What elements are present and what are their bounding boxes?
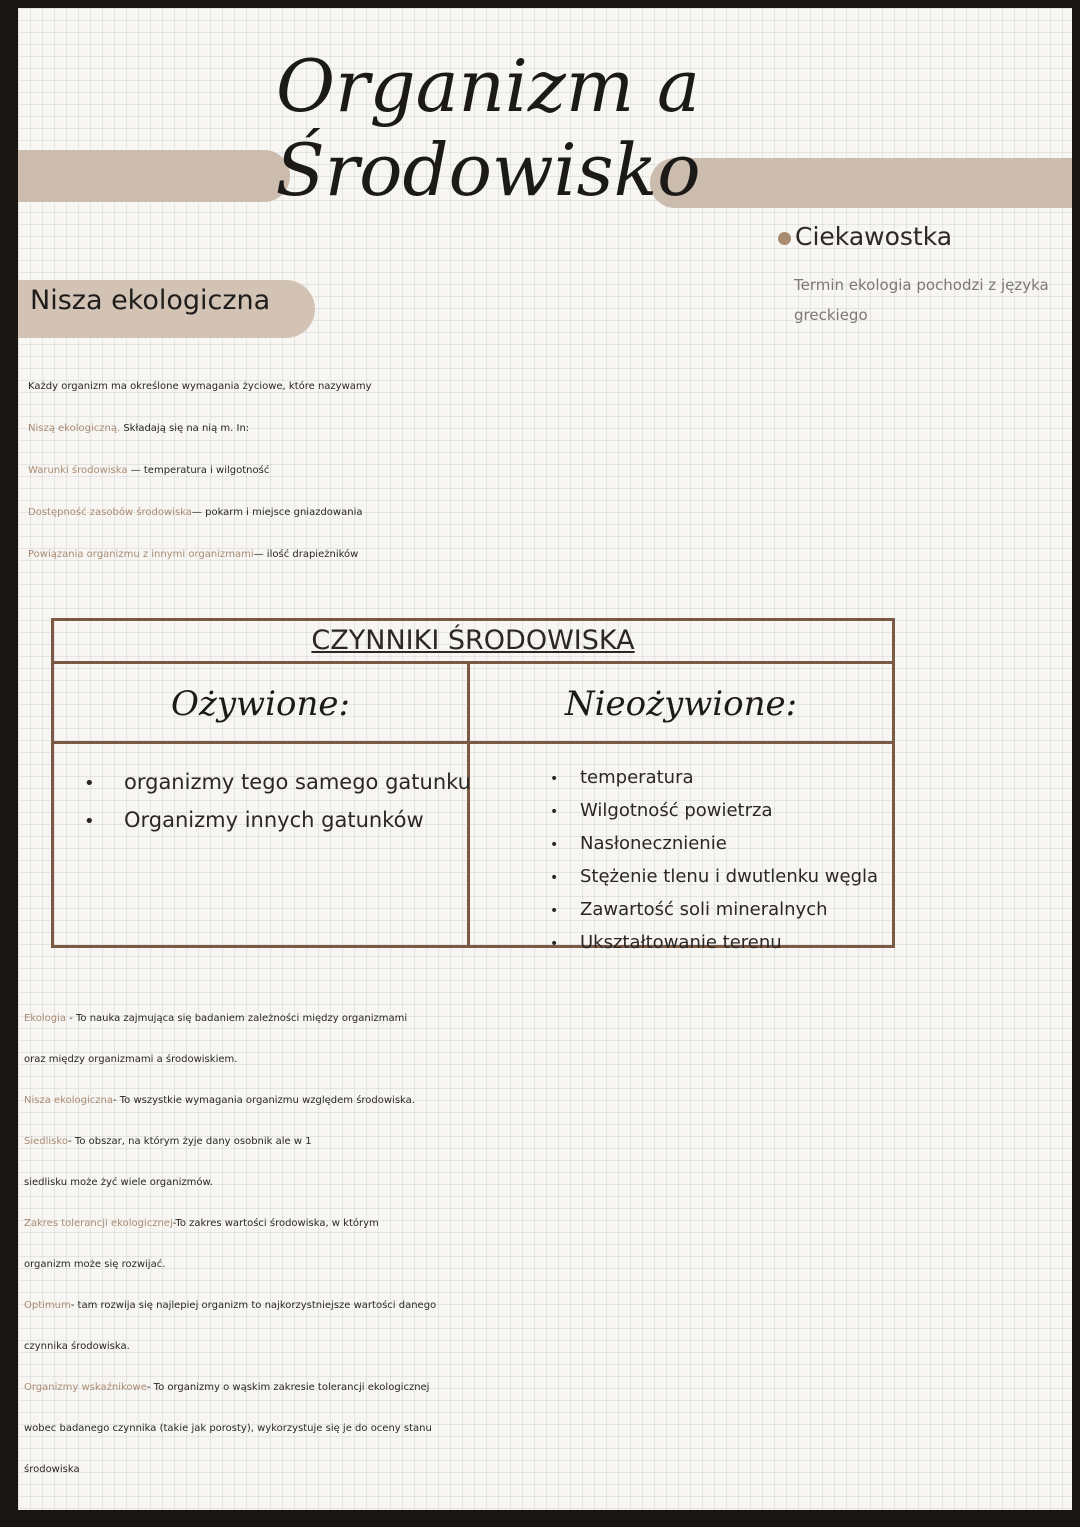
definition-line [24, 1080, 1064, 1121]
definition-text: - To nauka zajmująca się badaniem zależności między organizmami [66, 1013, 408, 1024]
definition-term: Ekologia [24, 1013, 67, 1024]
intro-paragraph [28, 366, 1058, 576]
bullet-icon: • [84, 811, 95, 832]
definition-line [24, 1449, 1064, 1490]
definition-text: siedlisku może żyć wiele organizmów. [24, 1177, 213, 1188]
definition-text: -To zakres wartości środowiska, w którym [172, 1218, 379, 1229]
definition-line [24, 1121, 1064, 1162]
list-item [550, 894, 892, 927]
definitions [24, 998, 1064, 1490]
fact-heading [778, 222, 952, 251]
intro-text: Każdy organizm ma określone wymagania życiowe, które nazywamy [28, 381, 372, 392]
list-item-text: Nasłonecznienie [580, 833, 727, 854]
bullet-icon: • [550, 804, 559, 820]
definition-line [24, 1039, 1064, 1080]
intro-term: Dostępność zasobów środowiska [28, 507, 192, 518]
title-line-1: Organizm a [276, 44, 700, 128]
definition-line [24, 1162, 1064, 1203]
list-item-text: Organizmy innych gatunków [124, 808, 424, 832]
definition-term: Organizmy wskaźnikowe [24, 1382, 147, 1393]
definition-term: Nisza ekologiczna [24, 1095, 113, 1106]
definition-line [24, 1244, 1064, 1285]
fact-text: Termin ekologia pochodzi z języka greckiego [794, 276, 1049, 324]
intro-term: Warunki środowiska [28, 465, 128, 476]
definition-text: - To obszar, na którym żyje dany osobnik ale w 1 [68, 1136, 312, 1147]
definition-term: Zakres tolerancji ekologicznej [24, 1218, 173, 1229]
factors-table [51, 618, 895, 953]
definition-term: Siedlisko [24, 1136, 69, 1147]
living-factors-list [54, 744, 471, 840]
list-item [550, 861, 892, 894]
definition-text: - To organizmy o wąskim zakresie tolerancji ekologicznej [146, 1382, 430, 1393]
section-title: Nisza ekologiczna [30, 285, 271, 316]
definition-line [24, 1367, 1064, 1408]
bullet-icon: • [550, 837, 559, 853]
definition-text: organizm może się rozwijać. [24, 1259, 166, 1270]
intro-line [28, 492, 1058, 534]
list-item [550, 762, 892, 795]
intro-line [28, 408, 1058, 450]
list-item-text: Ukształtowanie terenu [580, 932, 782, 953]
intro-text: — ilość drapieżników [253, 549, 359, 560]
bullet-icon: • [84, 773, 95, 794]
intro-line [28, 534, 1058, 576]
intro-line [28, 450, 1058, 492]
list-item-text: temperatura [580, 767, 694, 788]
table-column-nonliving [470, 664, 892, 953]
list-item-text: Stężenie tlenu i dwutlenku węgla [580, 866, 879, 887]
column-heading-nonliving: Nieożywione: [470, 664, 892, 744]
list-item [84, 802, 467, 840]
intro-text: — pokarm i miejsce gniazdowania [191, 507, 363, 518]
list-item [550, 828, 892, 861]
fact-title: Ciekawostka [795, 222, 953, 251]
definition-line [24, 1408, 1064, 1449]
table-column-living [54, 664, 470, 945]
bullet-icon: • [550, 870, 559, 886]
table-title: CZYNNIKI ŚRODOWISKA [54, 621, 892, 664]
list-item [550, 795, 892, 828]
column-heading-living: Ożywione: [54, 664, 467, 744]
definition-text: oraz między organizmami a środowiskiem. [24, 1054, 238, 1065]
bullet-icon: • [550, 903, 559, 919]
definition-text: wobec badanego czynnika (takie jak porosty), wykorzystuje się je do oceny stanu [24, 1423, 432, 1434]
definition-line [24, 1326, 1064, 1367]
page-title [248, 44, 728, 212]
definition-term: Optimum [24, 1300, 71, 1311]
list-item [84, 764, 471, 802]
definition-line [24, 998, 1064, 1039]
definition-text: czynnika środowiska. [24, 1341, 130, 1352]
intro-text: Składają się na nią m. In: [120, 423, 250, 434]
list-item-text: organizmy tego samego gatunku [124, 770, 471, 794]
list-item-text: Zawartość soli mineralnych [580, 899, 828, 920]
note-page [18, 8, 1072, 1510]
nonliving-factors-list [470, 744, 892, 960]
definition-line [24, 1285, 1064, 1326]
definition-text: - tam rozwija się najlepiej organizm to najkorzystniejsze wartości danego [70, 1300, 437, 1311]
definition-text: - To wszystkie wymagania organizmu względem środowiska. [112, 1095, 415, 1106]
intro-line [28, 366, 1058, 408]
title-line-2: Środowisko [275, 128, 701, 212]
bullet-icon: • [550, 771, 559, 787]
list-item-text: Wilgotność powietrza [580, 800, 773, 821]
definition-text: środowiska [24, 1464, 80, 1475]
table-body [54, 664, 892, 953]
definition-line [24, 1203, 1064, 1244]
list-item [550, 927, 892, 960]
bullet-dot-icon [778, 232, 791, 245]
intro-term: Powiązania organizmu z innymi organizmami [28, 549, 254, 560]
intro-term: Niszą ekologiczną. [28, 423, 121, 434]
bullet-icon: • [550, 936, 559, 952]
intro-text: — temperatura i wilgotność [127, 465, 270, 476]
